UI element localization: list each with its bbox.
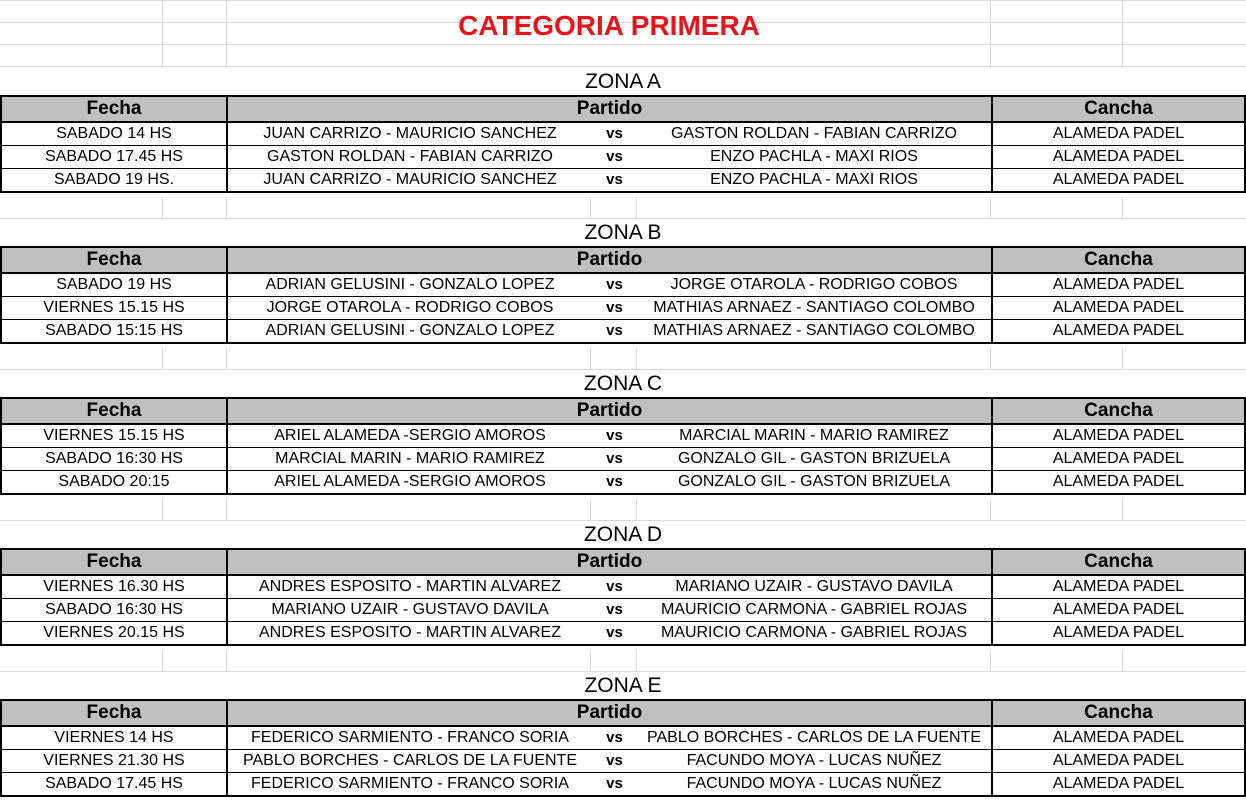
table-header-row [1,700,1245,726]
schedule-table [0,397,1246,495]
table-header-row [1,247,1245,273]
header-partido: Partido [227,398,992,424]
date-cell: SABADO 16:30 HS [1,599,227,622]
header-partido: Partido [227,96,992,122]
date-cell: VIERNES 14 HS [1,726,227,750]
zone-title: ZONA A [585,70,661,93]
table-row [1,320,1245,344]
table-row [1,424,1245,448]
team2-cell: PABLO BORCHES - CARLOS DE LA FUENTE [637,726,992,750]
court-cell: ALAMEDA PADEL [992,575,1245,599]
team2-cell: MARIANO UZAIR - GUSTAVO DAVILA [637,575,992,599]
schedule-table [0,548,1246,646]
header-fecha: Fecha [1,96,227,122]
table-header-row [1,398,1245,424]
zone-title: ZONA E [584,674,662,697]
table-row [1,169,1245,193]
team2-cell: GONZALO GIL - GASTON BRIZUELA [637,471,992,495]
date-cell: VIERNES 16.30 HS [1,575,227,599]
court-cell: ALAMEDA PADEL [992,146,1245,169]
date-cell: SABADO 15:15 HS [1,320,227,344]
vs-cell: vs [592,471,637,495]
vs-cell: vs [592,575,637,599]
team1-cell: ADRIAN GELUSINI - GONZALO LOPEZ [227,273,592,297]
date-cell: SABADO 20:15 [1,471,227,495]
header-cancha: Cancha [992,96,1245,122]
zone-section [0,370,1246,500]
vs-cell: vs [592,424,637,448]
vs-cell: vs [592,146,637,169]
sheet-gridlines [0,499,1246,521]
vs-cell: vs [592,622,637,646]
team1-cell: JORGE OTAROLA - RODRIGO COBOS [227,297,592,320]
table-row [1,146,1245,169]
court-cell: ALAMEDA PADEL [992,273,1245,297]
zone-section [0,68,1246,198]
date-cell: SABADO 19 HS [1,273,227,297]
zone-section [0,521,1246,651]
header-cancha: Cancha [992,700,1245,726]
header-cancha: Cancha [992,398,1245,424]
team2-cell: ENZO PACHLA - MAXI RIOS [637,169,992,193]
court-cell: ALAMEDA PADEL [992,622,1245,646]
vs-cell: vs [592,726,637,750]
date-cell: SABADO 16:30 HS [1,448,227,471]
zone-section [0,672,1246,802]
date-cell: SABADO 17.45 HS [1,146,227,169]
vs-cell: vs [592,750,637,773]
zone-section [0,219,1246,349]
date-cell: SABADO 17.45 HS [1,773,227,797]
team1-cell: JUAN CARRIZO - MAURICIO SANCHEZ [227,169,592,193]
table-row [1,575,1245,599]
vs-cell: vs [592,448,637,471]
sheet-gridlines [0,650,1246,672]
sheet-gridlines [0,197,1246,219]
header-fecha: Fecha [1,700,227,726]
court-cell: ALAMEDA PADEL [992,320,1245,344]
header-fecha: Fecha [1,398,227,424]
team2-cell: GASTON ROLDAN - FABIAN CARRIZO [637,122,992,146]
table-header-row [1,96,1245,122]
team2-cell: MAURICIO CARMONA - GABRIEL ROJAS [637,622,992,646]
table-row [1,448,1245,471]
date-cell: VIERNES 20.15 HS [1,622,227,646]
schedule-table [0,246,1246,344]
court-cell: ALAMEDA PADEL [992,448,1245,471]
team2-cell: MAURICIO CARMONA - GABRIEL ROJAS [637,599,992,622]
header-cancha: Cancha [992,549,1245,575]
table-row [1,273,1245,297]
court-cell: ALAMEDA PADEL [992,599,1245,622]
vs-cell: vs [592,773,637,797]
team1-cell: ARIEL ALAMEDA -SERGIO AMOROS [227,424,592,448]
team1-cell: PABLO BORCHES - CARLOS DE LA FUENTE [227,750,592,773]
vs-cell: vs [592,297,637,320]
header-partido: Partido [227,247,992,273]
team1-cell: GASTON ROLDAN - FABIAN CARRIZO [227,146,592,169]
team1-cell: ANDRES ESPOSITO - MARTIN ALVAREZ [227,575,592,599]
team2-cell: FACUNDO MOYA - LUCAS NUÑEZ [637,773,992,797]
header-cancha: Cancha [992,247,1245,273]
court-cell: ALAMEDA PADEL [992,169,1245,193]
header-partido: Partido [227,700,992,726]
team1-cell: ARIEL ALAMEDA -SERGIO AMOROS [227,471,592,495]
table-row [1,750,1245,773]
zone-title: ZONA C [583,372,663,395]
team1-cell: JUAN CARRIZO - MAURICIO SANCHEZ [227,122,592,146]
team1-cell: ADRIAN GELUSINI - GONZALO LOPEZ [227,320,592,344]
court-cell: ALAMEDA PADEL [992,297,1245,320]
team2-cell: ENZO PACHLA - MAXI RIOS [637,146,992,169]
table-row [1,297,1245,320]
vs-cell: vs [592,169,637,193]
table-row [1,773,1245,797]
date-cell: VIERNES 15.15 HS [1,297,227,320]
table-row [1,122,1245,146]
date-cell: SABADO 14 HS [1,122,227,146]
court-cell: ALAMEDA PADEL [992,122,1245,146]
team2-cell: MARCIAL MARIN - MARIO RAMIREZ [637,424,992,448]
court-cell: ALAMEDA PADEL [992,471,1245,495]
vs-cell: vs [592,273,637,297]
team1-cell: FEDERICO SARMIENTO - FRANCO SORIA [227,726,592,750]
team1-cell: MARCIAL MARIN - MARIO RAMIREZ [227,448,592,471]
table-row [1,622,1245,646]
schedule-table [0,95,1246,193]
vs-cell: vs [592,122,637,146]
date-cell: VIERNES 21.30 HS [1,750,227,773]
table-row [1,471,1245,495]
team1-cell: FEDERICO SARMIENTO - FRANCO SORIA [227,773,592,797]
court-cell: ALAMEDA PADEL [992,773,1245,797]
header-partido: Partido [227,549,992,575]
header-fecha: Fecha [1,247,227,273]
vs-cell: vs [592,599,637,622]
court-cell: ALAMEDA PADEL [992,424,1245,448]
zone-title: ZONA D [583,523,663,546]
sheet-gridlines [0,348,1246,370]
zone-title: ZONA B [584,221,662,244]
table-row [1,599,1245,622]
team2-cell: GONZALO GIL - GASTON BRIZUELA [637,448,992,471]
court-cell: ALAMEDA PADEL [992,750,1245,773]
team2-cell: FACUNDO MOYA - LUCAS NUÑEZ [637,750,992,773]
table-header-row [1,549,1245,575]
team2-cell: MATHIAS ARNAEZ - SANTIAGO COLOMBO [637,297,992,320]
header-fecha: Fecha [1,549,227,575]
team1-cell: MARIANO UZAIR - GUSTAVO DAVILA [227,599,592,622]
table-row [1,726,1245,750]
schedule-table [0,699,1246,797]
date-cell: VIERNES 15.15 HS [1,424,227,448]
team1-cell: ANDRES ESPOSITO - MARTIN ALVAREZ [227,622,592,646]
team2-cell: JORGE OTAROLA - RODRIGO COBOS [637,273,992,297]
date-cell: SABADO 19 HS. [1,169,227,193]
page-title: CATEGORIA PRIMERA [458,10,760,41]
team2-cell: MATHIAS ARNAEZ - SANTIAGO COLOMBO [637,320,992,344]
court-cell: ALAMEDA PADEL [992,726,1245,750]
vs-cell: vs [592,320,637,344]
